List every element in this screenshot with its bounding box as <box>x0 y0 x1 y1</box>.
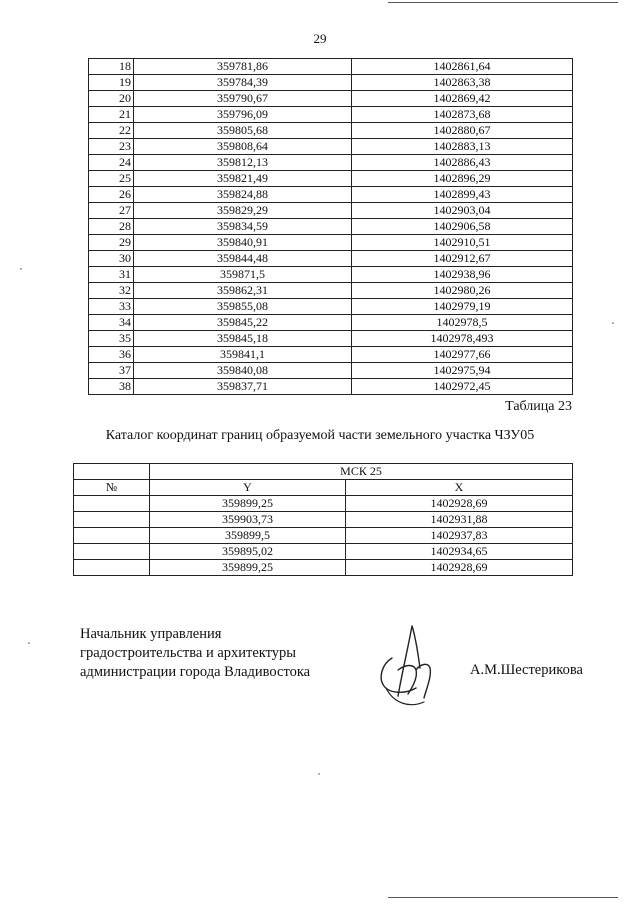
point-number-cell: 35 <box>89 331 134 347</box>
signer-title-line-3: администрации города Владивостока <box>80 664 311 680</box>
point-number-cell <box>74 512 150 528</box>
column-header-x: X <box>346 480 573 496</box>
table-row <box>74 496 573 512</box>
y-coordinate-cell: 359821,49 <box>134 171 352 187</box>
czu05-table-body <box>74 464 573 576</box>
table-row <box>89 219 573 235</box>
table-row <box>89 139 573 155</box>
y-coordinate-cell: 359812,13 <box>134 155 352 171</box>
point-number-cell: 26 <box>89 187 134 203</box>
y-coordinate-cell: 359903,73 <box>150 512 346 528</box>
table-row <box>89 251 573 267</box>
x-coordinate-cell: 1402978,5 <box>352 315 573 331</box>
table-row <box>74 560 573 576</box>
y-coordinate-cell: 359841,1 <box>134 347 352 363</box>
table-row <box>89 123 573 139</box>
y-coordinate-cell: 359834,59 <box>134 219 352 235</box>
point-number-cell: 22 <box>89 123 134 139</box>
y-coordinate-cell: 359845,18 <box>134 331 352 347</box>
x-coordinate-cell: 1402975,94 <box>352 363 573 379</box>
point-number-cell: 29 <box>89 235 134 251</box>
table-row <box>89 331 573 347</box>
table-row <box>89 155 573 171</box>
table-row <box>74 528 573 544</box>
x-coordinate-cell: 1402938,96 <box>352 267 573 283</box>
x-coordinate-cell: 1402978,493 <box>352 331 573 347</box>
point-number-cell: 23 <box>89 139 134 155</box>
y-coordinate-cell: 359837,71 <box>134 379 352 395</box>
x-coordinate-cell: 1402873,68 <box>352 107 573 123</box>
table-row <box>89 315 573 331</box>
coordinate-system-header: МСК 25 <box>150 464 573 480</box>
y-coordinate-cell: 359805,68 <box>134 123 352 139</box>
x-coordinate-cell: 1402934,65 <box>346 544 573 560</box>
point-number-cell: 28 <box>89 219 134 235</box>
x-coordinate-cell: 1402912,67 <box>352 251 573 267</box>
signer-title-line-2: градостроительства и архитектуры <box>80 645 297 661</box>
table-row <box>89 347 573 363</box>
point-number-cell: 32 <box>89 283 134 299</box>
point-number-cell: 31 <box>89 267 134 283</box>
table-header-row <box>74 464 573 480</box>
point-number-cell <box>74 496 150 512</box>
table-row <box>89 235 573 251</box>
y-coordinate-cell: 359871,5 <box>134 267 352 283</box>
table-row <box>89 75 573 91</box>
point-number-cell: 34 <box>89 315 134 331</box>
y-coordinate-cell: 359845,22 <box>134 315 352 331</box>
point-number-cell: 37 <box>89 363 134 379</box>
point-number-cell: 36 <box>89 347 134 363</box>
table-header-row <box>74 480 573 496</box>
bottom-rule <box>388 897 618 898</box>
y-coordinate-cell: 359844,48 <box>134 251 352 267</box>
y-coordinate-cell: 359824,88 <box>134 187 352 203</box>
point-number-cell <box>74 560 150 576</box>
x-coordinate-cell: 1402928,69 <box>346 496 573 512</box>
table-title: Каталог координат границ образуемой части земельного участка ЧЗУ05 <box>105 428 535 443</box>
point-number-cell: 38 <box>89 379 134 395</box>
table-row <box>89 299 573 315</box>
x-coordinate-cell: 1402903,04 <box>352 203 573 219</box>
point-number-cell: 19 <box>89 75 134 91</box>
x-coordinate-cell: 1402979,19 <box>352 299 573 315</box>
point-number-cell: 18 <box>89 59 134 75</box>
page-number: 29 <box>313 31 327 46</box>
table-row <box>74 512 573 528</box>
scan-speck <box>318 773 320 775</box>
table-row <box>89 91 573 107</box>
scan-speck <box>612 322 614 324</box>
handwritten-signature <box>372 618 442 718</box>
point-number-cell: 30 <box>89 251 134 267</box>
y-coordinate-cell: 359790,67 <box>134 91 352 107</box>
x-coordinate-cell: 1402972,45 <box>352 379 573 395</box>
x-coordinate-cell: 1402977,66 <box>352 347 573 363</box>
y-coordinate-cell: 359808,64 <box>134 139 352 155</box>
coordinates-table-body <box>89 59 573 395</box>
x-coordinate-cell: 1402899,43 <box>352 187 573 203</box>
point-number-cell <box>74 544 150 560</box>
y-coordinate-cell: 359895,02 <box>150 544 346 560</box>
y-coordinate-cell: 359781,86 <box>134 59 352 75</box>
table-row <box>89 203 573 219</box>
table-row <box>89 283 573 299</box>
x-coordinate-cell: 1402869,42 <box>352 91 573 107</box>
point-number-cell: 33 <box>89 299 134 315</box>
y-coordinate-cell: 359796,09 <box>134 107 352 123</box>
table-row <box>74 544 573 560</box>
y-coordinate-cell: 359899,25 <box>150 560 346 576</box>
signer-title <box>80 625 310 682</box>
y-coordinate-cell: 359840,08 <box>134 363 352 379</box>
table-row <box>89 59 573 75</box>
table-caption: Таблица 23 <box>505 399 572 414</box>
y-coordinate-cell: 359840,91 <box>134 235 352 251</box>
column-header-y: Y <box>150 480 346 496</box>
coordinates-table-continued <box>88 58 573 395</box>
table-row <box>89 267 573 283</box>
signer-name: А.М.Шестерикова <box>470 662 583 678</box>
x-coordinate-cell: 1402910,51 <box>352 235 573 251</box>
table-row <box>89 363 573 379</box>
table-row <box>89 171 573 187</box>
czu05-coordinates-table <box>73 463 573 576</box>
x-coordinate-cell: 1402880,67 <box>352 123 573 139</box>
table-row <box>89 107 573 123</box>
x-coordinate-cell: 1402863,38 <box>352 75 573 91</box>
y-coordinate-cell: 359829,29 <box>134 203 352 219</box>
x-coordinate-cell: 1402886,43 <box>352 155 573 171</box>
x-coordinate-cell: 1402928,69 <box>346 560 573 576</box>
y-coordinate-cell: 359862,31 <box>134 283 352 299</box>
y-coordinate-cell: 359784,39 <box>134 75 352 91</box>
point-number-cell: 20 <box>89 91 134 107</box>
x-coordinate-cell: 1402931,88 <box>346 512 573 528</box>
y-coordinate-cell: 359855,08 <box>134 299 352 315</box>
table-row <box>89 187 573 203</box>
top-rule <box>388 2 618 3</box>
x-coordinate-cell: 1402883,13 <box>352 139 573 155</box>
scan-speck <box>20 268 22 270</box>
point-number-cell: 24 <box>89 155 134 171</box>
point-number-cell: 27 <box>89 203 134 219</box>
table-row <box>89 379 573 395</box>
scan-speck <box>28 642 30 644</box>
column-header-number: № <box>74 480 150 496</box>
x-coordinate-cell: 1402980,26 <box>352 283 573 299</box>
empty-corner-cell <box>74 464 150 480</box>
x-coordinate-cell: 1402906,58 <box>352 219 573 235</box>
point-number-cell: 21 <box>89 107 134 123</box>
y-coordinate-cell: 359899,5 <box>150 528 346 544</box>
y-coordinate-cell: 359899,25 <box>150 496 346 512</box>
signer-title-line-1: Начальник управления <box>80 626 222 642</box>
x-coordinate-cell: 1402861,64 <box>352 59 573 75</box>
point-number-cell <box>74 528 150 544</box>
x-coordinate-cell: 1402937,83 <box>346 528 573 544</box>
x-coordinate-cell: 1402896,29 <box>352 171 573 187</box>
point-number-cell: 25 <box>89 171 134 187</box>
